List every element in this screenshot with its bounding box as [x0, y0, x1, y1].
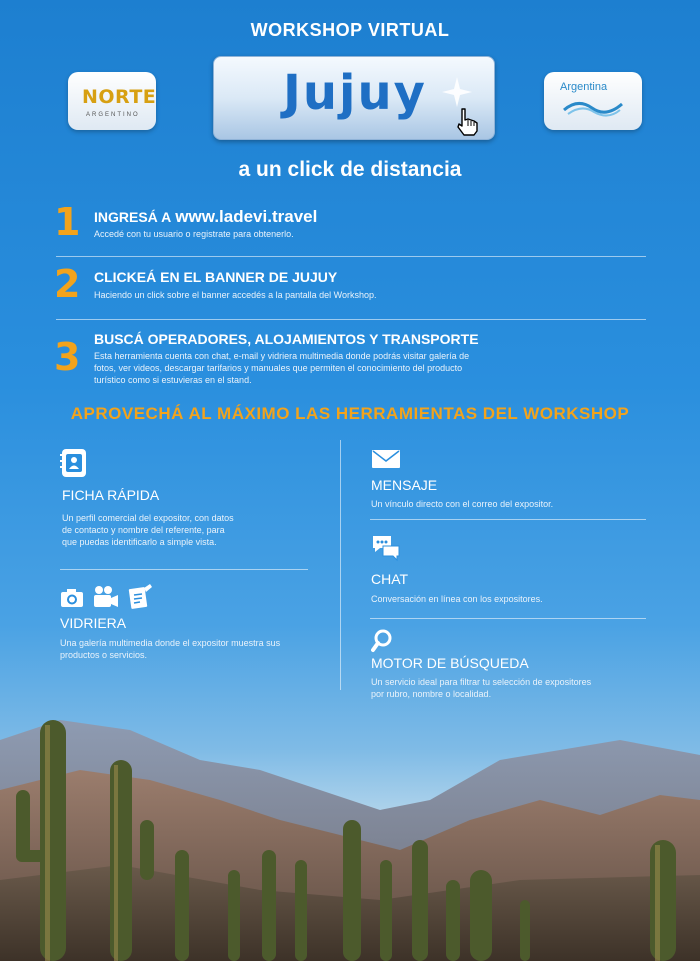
argentina-logo-text: Argentina	[560, 81, 608, 93]
envelope-icon	[371, 449, 401, 469]
section-title: APROVECHÁ AL MÁXIMO LAS HERRAMIENTAS DEL WORKSHOP	[70, 404, 630, 423]
feature-divider	[370, 519, 646, 520]
feature-divider	[370, 618, 646, 619]
chat-description: Conversación en línea con los expositores.	[371, 594, 543, 604]
jujuy-banner[interactable]	[213, 56, 495, 140]
motor-busqueda-title: MOTOR DE BÚSQUEDA	[371, 655, 529, 671]
sparkle-star-icon	[442, 77, 472, 107]
step-2-title: CLICKEÁ EN EL BANNER DE JUJUY	[94, 269, 338, 285]
step-2-description: Haciendo un click sobre el banner accedés a la pantalla del Workshop.	[94, 290, 377, 300]
vidriera-title: VIDRIERA	[60, 615, 127, 631]
jujuy-landscape-image	[0, 700, 700, 961]
step-divider	[56, 256, 646, 257]
step-2-number: 2	[54, 262, 81, 306]
step-1-number: 1	[54, 200, 81, 244]
norte-logo-subtext: ARGENTINO	[86, 112, 140, 118]
step-1-title: INGRESÁ A www.ladevi.travel	[94, 207, 318, 226]
motor-busqueda-description: Un servicio ideal para filtrar tu selección de expositores por rubro, nombre o localidad.	[371, 677, 592, 699]
step-3-number: 3	[54, 335, 81, 379]
column-divider	[340, 440, 341, 690]
argentina-wave-icon	[562, 96, 624, 118]
norte-argentino-logo	[68, 72, 156, 130]
ladevi-link[interactable]: www.ladevi.travel	[175, 207, 318, 226]
document-edit-icon	[128, 584, 152, 610]
mensaje-title: MENSAJE	[371, 477, 438, 493]
argentina-logo	[544, 72, 642, 130]
video-camera-icon	[93, 585, 119, 609]
address-book-icon	[60, 448, 88, 478]
vidriera-description: Una galería multimedia donde el expositor muestra sus productos o servicios.	[60, 638, 281, 660]
ficha-rapida-description: Un perfil comercial del expositor, con datos de contacto y nombre del referente, para que puedas identificarlo a simple vista.	[62, 513, 234, 547]
camera-icon	[60, 588, 84, 608]
step-divider	[56, 319, 646, 320]
tagline: a un click de distancia	[238, 158, 462, 181]
step-1-description: Accedé con tu usuario o registrate para obtenerlo.	[94, 229, 294, 239]
chat-bubbles-icon	[371, 534, 401, 562]
search-icon	[371, 629, 393, 653]
ficha-rapida-title: FICHA RÁPIDA	[62, 487, 160, 503]
hand-cursor-icon	[454, 107, 480, 137]
step-3-description: Esta herramienta cuenta con chat, e-mail y vidriera multimedia donde podrás visitar galería de fotos, ver videos, descargar tarifarios y manuales que permiten el conocimiento del producto turístico como si estuvieras en el stand.	[94, 351, 470, 385]
chat-title: CHAT	[371, 571, 409, 587]
feature-divider	[60, 569, 308, 570]
norte-logo-text: NORTE	[82, 86, 157, 108]
step-3-title: BUSCÁ OPERADORES, ALOJAMIENTOS Y TRANSPORTE	[94, 331, 479, 347]
workshop-kicker: WORKSHOP VIRTUAL	[250, 20, 450, 40]
banner-title: Jujuy	[283, 65, 427, 121]
mensaje-description: Un vínculo directo con el correo del expositor.	[371, 499, 554, 509]
